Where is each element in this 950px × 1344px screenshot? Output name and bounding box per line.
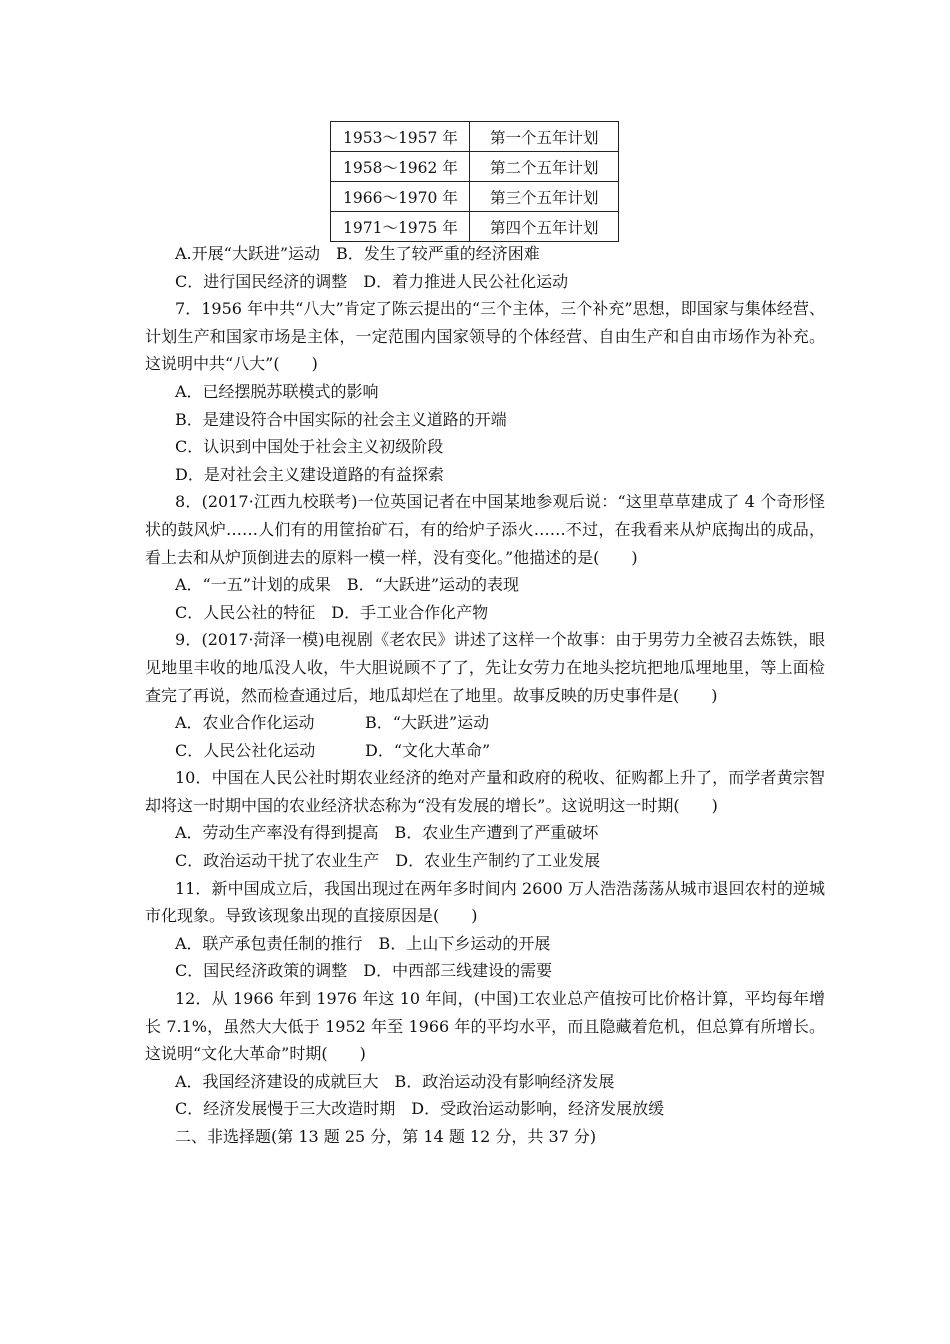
q10-options-line1: A．劳动生产率没有得到提高 B．农业生产遭到了严重破坏: [175, 823, 599, 843]
table-cell-plan: 第三个五年计划: [470, 182, 619, 212]
q8-options-line1: A．“一五”计划的成果 B．“大跃进”运动的表现: [175, 575, 520, 595]
q11-stem: 11．新中国成立后，我国出现过在两年多时间内 2600 万人浩浩荡荡从城市退回农村的逆城市化现象。导致该现象出现的直接原因是( ): [145, 878, 825, 926]
table-row: [331, 182, 619, 212]
q9-option-b: B．“大跃进”运动: [365, 713, 490, 733]
q9-stem: 9．(2017·菏泽一模)电视剧《老农民》讲述了这样一个故事：由于男劳力全被召去炼铁，眼见地里丰收的地瓜没人收，牛大胆说顾不了了，先让女劳力在地头挖坑把地瓜埋地里，等上面检查完了再说，然而检查通过后，地瓜却烂在了地里。故事反映的历史事件是( ): [145, 630, 825, 705]
table-cell-years: 1953～1957 年: [331, 122, 470, 152]
table-cell-years: 1966～1970 年: [331, 182, 470, 212]
table-cell-plan: 第一个五年计划: [470, 122, 619, 152]
q11-options-line1: A．联产承包责任制的推行 B．上山下乡运动的开展: [175, 933, 551, 953]
q9-option-a: A．农业合作化运动: [175, 713, 315, 733]
q12-options-line2: C．经济发展慢于三大改造时期 D．受政治运动影响，经济发展放缓: [175, 1099, 665, 1119]
q11-options-line2: C．国民经济政策的调整 D．中西部三线建设的需要: [175, 961, 553, 981]
q9-option-d: D．“文化大革命”: [365, 740, 491, 760]
section-heading: 二、非选择题(第 13 题 25 分，第 14 题 12 分，共 37 分): [175, 1127, 597, 1146]
q9-option-c: C．人民公社化运动: [175, 740, 316, 760]
q9-options-line2: [145, 737, 825, 765]
table-row: [331, 212, 619, 242]
table-cell-plan: 第四个五年计划: [470, 212, 619, 242]
q8-stem: 8．(2017·江西九校联考)一位英国记者在中国某地参观后说：“这里草草建成了 4 个奇形怪状的鼓风炉……人们有的用筐抬矿石，有的给炉子添火……不过，在我看来从炉底掏出的成品，看上去和从炉顶倒进去的原料一模一样，没有变化。”他描述的是( ): [145, 492, 825, 567]
table-cell-plan: 第二个五年计划: [470, 152, 619, 182]
q12-stem: 12．从 1966 年到 1976 年这 10 年间，(中国)工农业总产值按可比价格计算，平均每年增长 7.1%，虽然大大低于 1952 年至 1966 年的平均水平，而且隐藏着危机，但总算有所增长。这说明“文化大革命”时期( ): [145, 989, 825, 1064]
five-year-plan-table: [330, 121, 619, 242]
question-content: [145, 240, 825, 1151]
q9-options-line1: [145, 709, 825, 737]
q7-option-c: C．认识到中国处于社会主义初级阶段: [175, 437, 444, 457]
q12-options-line1: A．我国经济建设的成就巨大 B．政治运动没有影响经济发展: [175, 1071, 615, 1091]
table-row: [331, 122, 619, 152]
table-cell-years: 1958～1962 年: [331, 152, 470, 182]
q7-option-b: B．是建设符合中国实际的社会主义道路的开端: [175, 409, 507, 429]
q8-options-line2: C．人民公社的特征 D．手工业合作化产物: [175, 602, 489, 622]
q7-option-a: A．已经摆脱苏联模式的影响: [175, 381, 379, 401]
table-cell-years: 1971～1975 年: [331, 212, 470, 242]
q10-stem: 10．中国在人民公社时期农业经济的绝对产量和政府的税收、征购都上升了，而学者黄宗智却将这一时期中国的农业经济状态称为“没有发展的增长”。这说明这一时期( ): [145, 768, 825, 815]
table-row: [331, 152, 619, 182]
q6-options-line2: C．进行国民经济的调整 D．着力推进人民公社化运动: [175, 271, 569, 291]
q7-stem: 7．1956 年中共“八大”肯定了陈云提出的“三个主体，三个补充”思想，即国家与集体经营、计划生产和国家市场是主体，一定范围内国家领导的个体经营、自由生产和自由市场作为补充。这说明中共“八大”( ): [145, 299, 825, 374]
q6-options-line1: A.开展“大跃进”运动 B．发生了较严重的经济困难: [175, 244, 540, 263]
q7-option-d: D．是对社会主义建设道路的有益探索: [175, 464, 444, 484]
q10-options-line2: C．政治运动干扰了农业生产 D．农业生产制约了工业发展: [175, 851, 601, 871]
